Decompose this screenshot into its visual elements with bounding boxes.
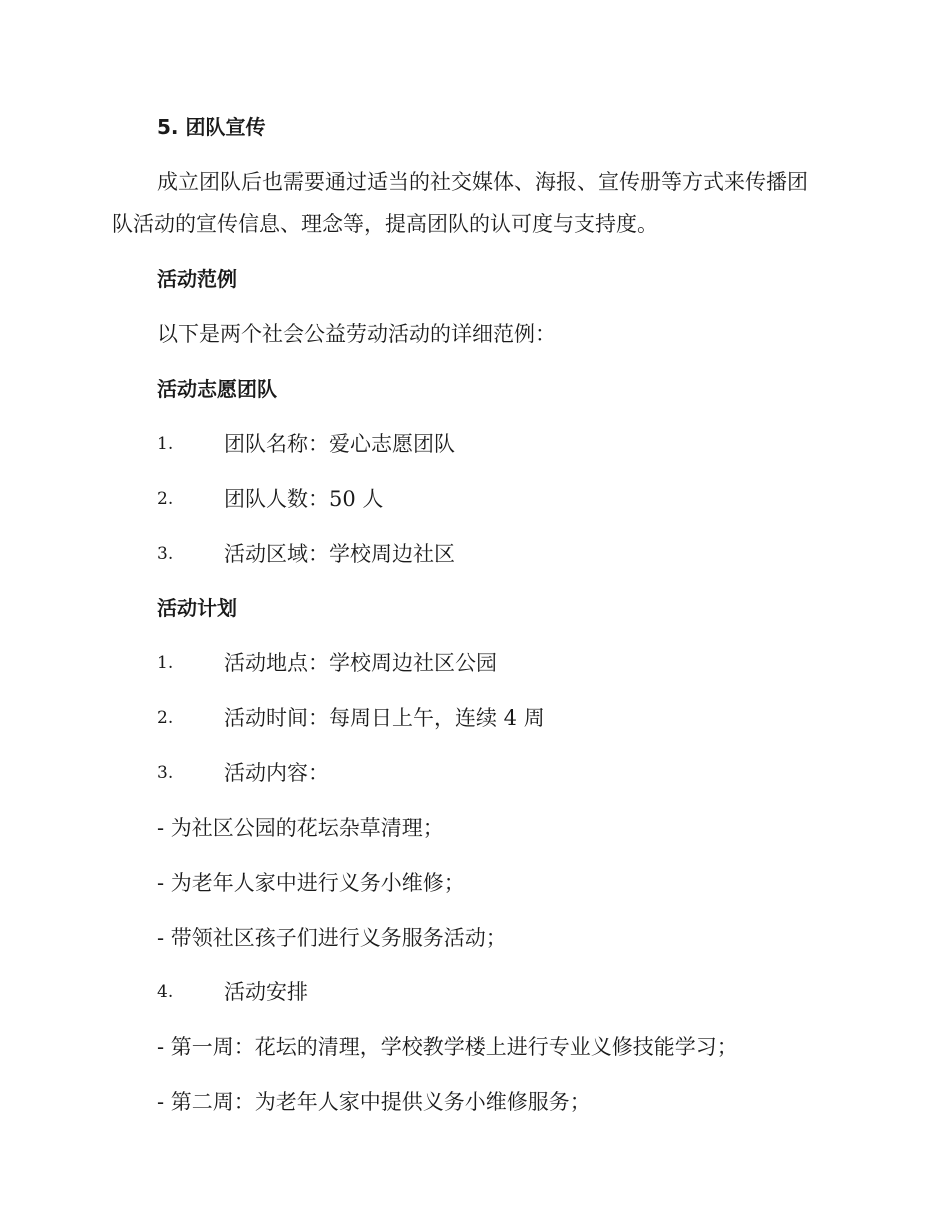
list-text: 团队人数：50 人 xyxy=(224,487,384,511)
list-text: 活动安排 xyxy=(224,980,308,1004)
list-number: 3. xyxy=(157,544,174,564)
section-heading-examples: 活动范例 xyxy=(157,267,237,291)
bullet-line: - 第一周：花坛的清理，学校教学楼上进行专业义修技能学习； xyxy=(157,1035,738,1059)
bullet-line: - 第二周：为老年人家中提供义务小维修服务； xyxy=(157,1090,591,1114)
list-number: 1. xyxy=(157,653,174,673)
bullet-line: - 为老年人家中进行义务小维修； xyxy=(157,871,465,895)
list-number: 2. xyxy=(157,708,174,728)
list-number: 3. xyxy=(157,763,174,783)
paragraph-line: 成立团队后也需要通过适当的社交媒体、海报、宣传册等方式来传播团 xyxy=(157,170,808,194)
list-text: 活动内容： xyxy=(224,761,329,785)
bullet-line: - 为社区公园的花坛杂草清理； xyxy=(157,816,444,840)
section-heading-team-promotion: 5. 团队宣传 xyxy=(157,115,266,139)
list-text: 团队名称：爱心志愿团队 xyxy=(224,432,455,456)
bullet-line: - 带领社区孩子们进行义务服务活动； xyxy=(157,926,507,950)
section-heading-volunteer-team: 活动志愿团队 xyxy=(157,377,277,401)
paragraph-line: 队活动的宣传信息、理念等，提高团队的认可度与支持度。 xyxy=(112,212,658,236)
section-heading-activity-plan: 活动计划 xyxy=(157,596,237,620)
list-text: 活动时间：每周日上午，连续 4 周 xyxy=(224,706,545,730)
list-number: 1. xyxy=(157,434,174,454)
intro-text: 以下是两个社会公益劳动活动的详细范例： xyxy=(157,322,556,346)
list-number: 4. xyxy=(157,982,174,1002)
list-number: 2. xyxy=(157,489,174,509)
list-text: 活动地点：学校周边社区公园 xyxy=(224,651,497,675)
list-text: 活动区域：学校周边社区 xyxy=(224,542,455,566)
